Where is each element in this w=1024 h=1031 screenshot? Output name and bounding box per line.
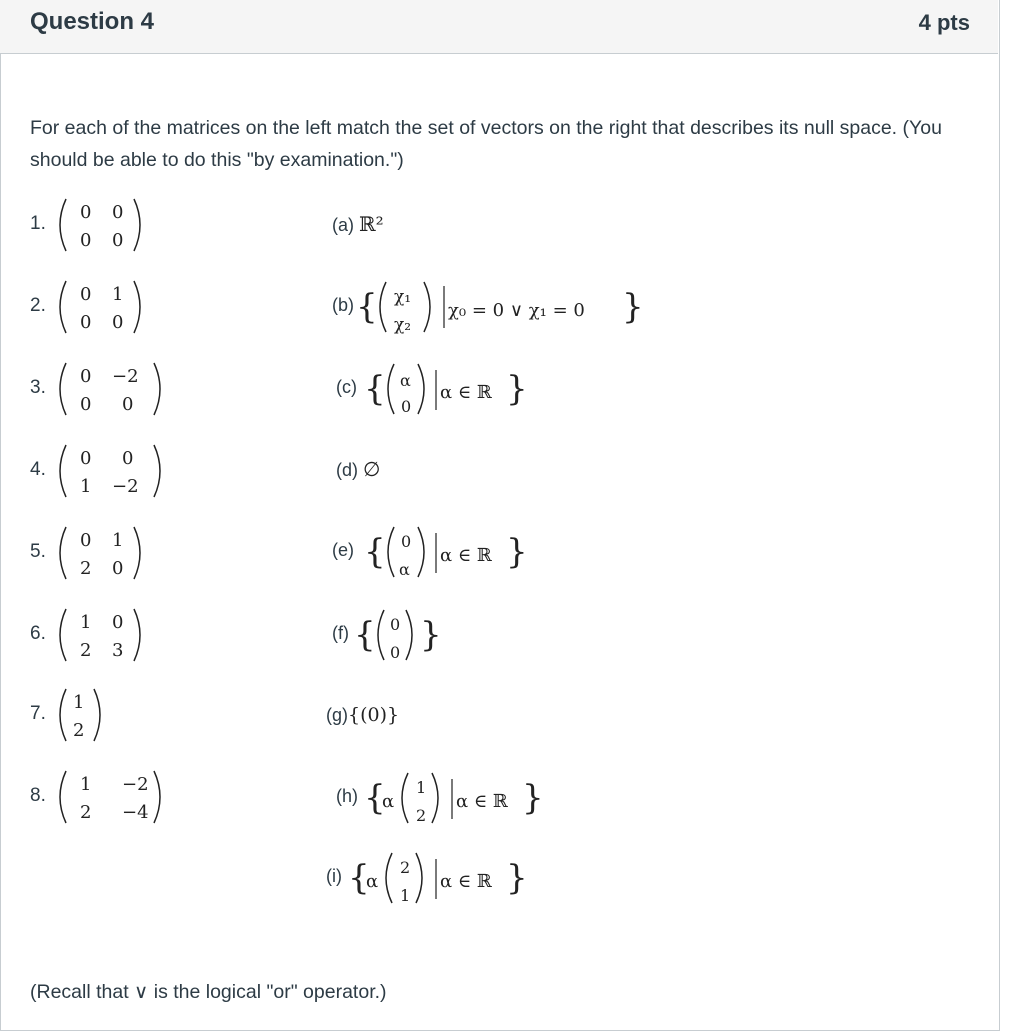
svg-text:}: } xyxy=(506,369,528,409)
option-h-label: (h) xyxy=(336,786,358,806)
option-f-label: (f) xyxy=(332,623,349,643)
set-scalar: α xyxy=(366,871,379,892)
option-i-label: (i) xyxy=(326,866,342,886)
svg-text:}: } xyxy=(522,778,544,818)
svg-text:{: { xyxy=(356,287,378,327)
option-c-label: (c) xyxy=(336,377,357,397)
svg-text:{: { xyxy=(364,369,386,409)
matrix-cell: 2 xyxy=(73,720,85,741)
option-i-set xyxy=(348,847,548,909)
option-math: ∅ xyxy=(363,457,381,481)
matrix-cell: 0 xyxy=(80,230,92,251)
matrix-cell: 2 xyxy=(80,802,92,823)
matrix-cell: 0 xyxy=(80,366,92,387)
option-label: (d) xyxy=(336,460,358,480)
option-a xyxy=(332,212,384,236)
matrix-cell: 0 xyxy=(80,448,92,469)
option-d xyxy=(336,457,380,481)
matrix-1 xyxy=(56,196,156,254)
matrix-8 xyxy=(56,768,176,826)
option-b-set xyxy=(356,276,656,338)
matrix-cell: 3 xyxy=(112,640,124,661)
recall-note: (Recall that ∨ is the logical "or" operator.) xyxy=(30,981,387,1003)
vector-entry: 2 xyxy=(416,806,427,825)
svg-text:{: { xyxy=(364,532,386,572)
svg-text:}: } xyxy=(622,287,644,327)
matrix-cell: 1 xyxy=(80,476,92,497)
set-condition: α ∈ ℝ xyxy=(440,871,492,892)
matrix-cell: 0 xyxy=(122,394,134,415)
option-b-label: (b) xyxy=(332,295,354,315)
matrix-3 xyxy=(56,360,176,418)
option-e-set xyxy=(364,521,544,583)
matrix-cell: 1 xyxy=(112,530,124,551)
matrix-label: 7. xyxy=(30,703,46,724)
question-title: Question 4 xyxy=(30,8,155,35)
svg-text:{: { xyxy=(354,615,376,655)
vector-entry: α xyxy=(399,560,410,579)
svg-text:{: { xyxy=(364,778,386,818)
matrix-cell: 0 xyxy=(112,612,124,633)
matrix-label: 2. xyxy=(30,295,46,316)
matrix-cell: 2 xyxy=(80,558,92,579)
matrix-cell: 1 xyxy=(80,774,92,795)
question-points: 4 pts xyxy=(918,10,970,35)
set-scalar: α xyxy=(382,791,395,812)
option-label: (a) xyxy=(332,215,354,235)
matrix-2 xyxy=(56,278,156,336)
vector-entry: 1 xyxy=(400,886,411,905)
matrix-cell: 2 xyxy=(80,640,92,661)
vector-entry: χ₂ xyxy=(394,315,412,335)
svg-text:}: } xyxy=(506,532,528,572)
matrix-label: 5. xyxy=(30,541,46,562)
matrix-cell: 0 xyxy=(80,530,92,551)
matrix-cell: 0 xyxy=(112,558,124,579)
matrix-cell: 0 xyxy=(80,202,92,223)
matrix-cell: 0 xyxy=(80,394,92,415)
vector-entry: 0 xyxy=(401,397,412,416)
vector-entry: 0 xyxy=(390,643,401,662)
set-condition: α ∈ ℝ xyxy=(440,382,492,403)
matrix-cell: 1 xyxy=(73,692,85,713)
vector-entry: 0 xyxy=(390,615,401,634)
matrix-cell: −4 xyxy=(122,802,149,823)
set-condition: χ₀ = 0 ∨ χ₁ = 0 xyxy=(448,300,585,321)
matrix-cell: −2 xyxy=(122,774,149,795)
matrix-cell: 1 xyxy=(80,612,92,633)
svg-text:}: } xyxy=(420,615,442,655)
matrix-label: 1. xyxy=(30,213,46,234)
matrix-cell: 0 xyxy=(122,448,134,469)
matrix-label: 4. xyxy=(30,459,46,480)
matrix-5 xyxy=(56,524,156,582)
matrix-label: 3. xyxy=(30,377,46,398)
option-math: {(0)} xyxy=(348,704,400,726)
option-h-set xyxy=(364,767,564,829)
set-condition: α ∈ ℝ xyxy=(440,545,492,566)
matrix-4 xyxy=(56,442,176,500)
svg-text:{: { xyxy=(348,858,370,898)
option-c-set xyxy=(364,358,544,420)
svg-text:}: } xyxy=(506,858,528,898)
matrix-label: 8. xyxy=(30,785,46,806)
question-header xyxy=(0,0,998,54)
matrix-cell: 0 xyxy=(80,312,92,333)
vector-entry: α xyxy=(400,371,411,390)
question-prompt: For each of the matrices on the left match the set of vectors on the right that describes its null space. (You should be able to do this "by examination.") xyxy=(30,117,942,171)
matrix-cell: 0 xyxy=(112,230,124,251)
vector-entry: χ₁ xyxy=(394,287,412,307)
vector-entry: 2 xyxy=(400,858,411,877)
matrix-7 xyxy=(56,686,116,744)
option-g xyxy=(326,704,399,726)
option-label: (g) xyxy=(326,705,348,725)
matrix-cell: −2 xyxy=(112,476,139,497)
matrix-cell: −2 xyxy=(112,366,139,387)
vector-entry: 0 xyxy=(401,532,412,551)
matrix-cell: 1 xyxy=(112,284,124,305)
matrix-cell: 0 xyxy=(112,202,124,223)
matrix-cell: 0 xyxy=(80,284,92,305)
vector-entry: 1 xyxy=(416,778,427,797)
option-f-set xyxy=(354,604,454,666)
matrix-cell: 0 xyxy=(112,312,124,333)
option-e-label: (e) xyxy=(332,540,354,560)
matrix-6 xyxy=(56,606,156,664)
option-math: ℝ² xyxy=(359,212,384,236)
set-condition: α ∈ ℝ xyxy=(456,791,508,812)
matrix-label: 6. xyxy=(30,623,46,644)
